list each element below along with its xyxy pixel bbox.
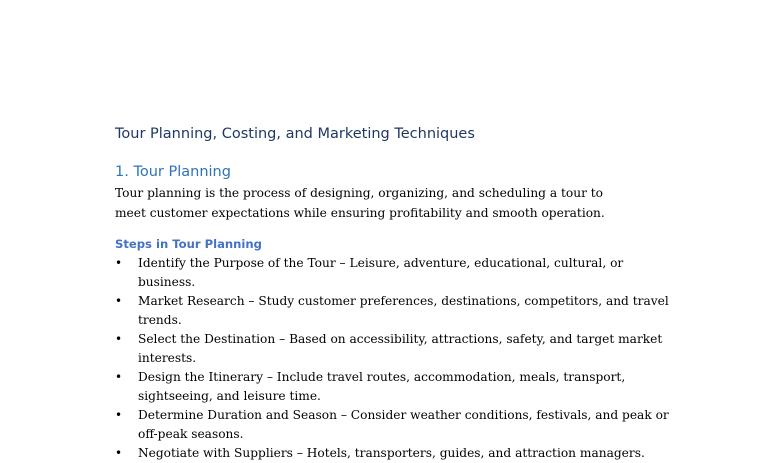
list-item-text: Identify the Purpose of the Tour – Leisure, adventure, educational, cultural, or business. [138,256,624,289]
section-heading-tour-planning: 1. Tour Planning [115,164,231,180]
list-item [115,292,673,330]
list-item-text: Negotiate with Suppliers – Hotels, transporters, guides, and attraction managers. [138,446,645,460]
list-item-text: Select the Destination – Based on accessibility, attractions, safety, and target market interests. [138,332,663,365]
section-paragraph: Tour planning is the process of designing, organizing, and scheduling a tour to meet customer expectations while ensuring profitability and smooth operation. [115,186,605,220]
list-item [115,406,673,444]
bullet-icon: • [115,370,123,384]
subheading-steps: Steps in Tour Planning [115,237,262,251]
bullet-icon: • [115,294,123,308]
list-item [115,330,673,368]
list-item-text: Design the Itinerary – Include travel routes, accommodation, meals, transport, sightseeing, and leisure time. [138,370,626,403]
document-title: Tour Planning, Costing, and Marketing Techniques [115,126,475,142]
bullet-icon: • [115,408,123,422]
list-item [115,254,673,292]
list-item-text: Market Research – Study customer preferences, destinations, competitors, and travel trends. [138,294,669,327]
list-item-text: Determine Duration and Season – Consider weather conditions, festivals, and peak or off-peak seasons. [138,408,669,441]
document-body [115,123,675,463]
bullet-icon: • [115,332,123,346]
bullet-icon: • [115,256,123,270]
steps-list [115,254,675,463]
list-item [115,444,673,463]
bullet-icon: • [115,446,123,460]
list-item [115,368,673,406]
